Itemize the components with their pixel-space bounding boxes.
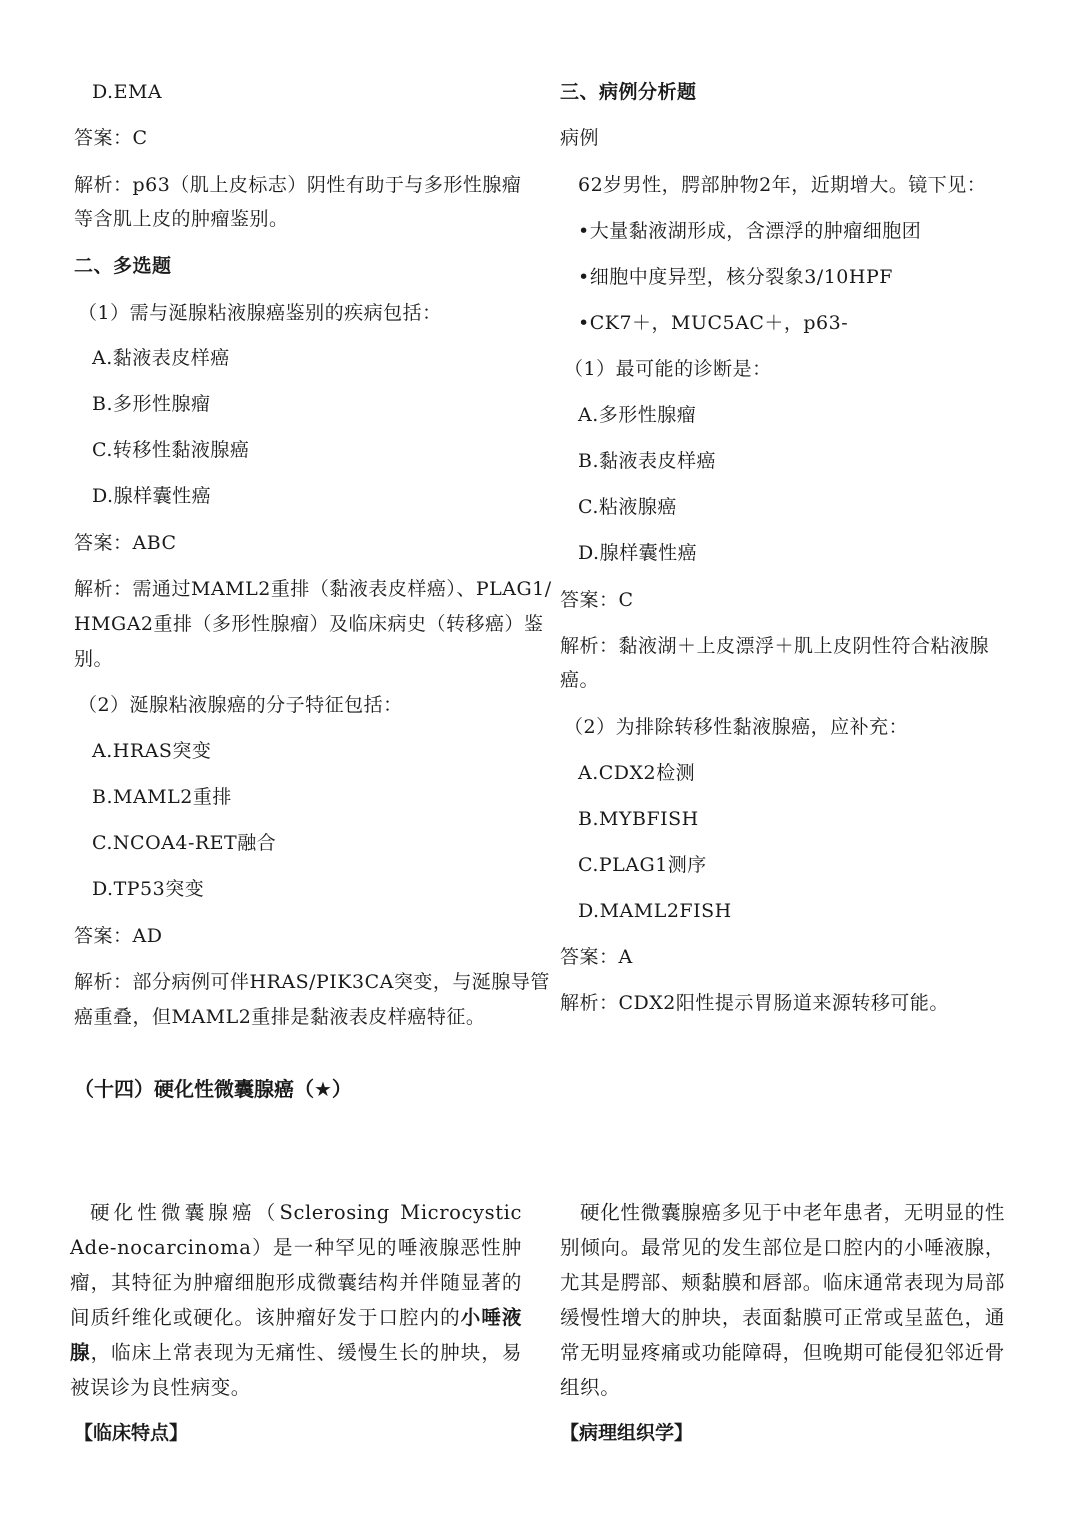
m1-explanation-line1: 解析：需通过MAML2重排（黏液表皮样癌）、PLAG1/ (74, 578, 552, 600)
c1-option-d: D.腺样囊性癌 (578, 542, 698, 564)
case-analysis-heading: 三、病例分析题 (560, 81, 697, 103)
m2-option-a: A.HRAS突变 (92, 740, 212, 762)
m1-question: （1）需与涎腺粘液腺癌鉴别的疾病包括： (78, 302, 442, 324)
c1-option-b: B.黏液表皮样癌 (578, 450, 717, 472)
intro-left-bold-term: 小唾液腺 (70, 1306, 522, 1364)
case-label: 病例 (560, 127, 600, 149)
intro-paragraph-right: 硬化性微囊腺癌多见于中老年患者，无明显的性别倾向。最常见的发生部位是口腔内的小唾液腺，尤其是腭部、颊黏膜和唇部。临床通常表现为局部缓慢性增大的肿块，表面黏膜可正常或呈蓝色，通常无明显疼痛或功能障碍，但晚期可能侵犯邻近骨组织。 (560, 1201, 1005, 1399)
c1-option-c: C.粘液腺癌 (578, 496, 677, 518)
c2-option-c: C.PLAG1测序 (578, 854, 707, 876)
c1-answer: 答案：C (560, 589, 634, 611)
c1-explanation-line1: 解析：黏液湖＋上皮漂浮＋肌上皮阴性符合粘液腺 (560, 635, 990, 657)
c2-option-a: A.CDX2检测 (578, 762, 696, 784)
section-title: （十四）硬化性微囊腺癌（★） (74, 1077, 352, 1101)
intro-left-text-post: ，临床上常表现为无痛性、缓慢生长的肿块，易被误诊为良性病变。 (70, 1341, 522, 1399)
q1-explanation-line2: 等含肌上皮的肿瘤鉴别。 (74, 208, 289, 230)
subhead-histopathology: 【病理组织学】 (560, 1422, 694, 1444)
intro-paragraph-left (70, 1195, 522, 1405)
m2-option-d: D.TP53突变 (92, 878, 205, 900)
m2-explanation-line2: 癌重叠，但MAML2重排是黏液表皮样癌特征。 (74, 1006, 486, 1028)
c2-question: （2）为排除转移性黏液腺癌，应补充： (564, 716, 909, 738)
m1-explanation-line3: 别。 (74, 648, 114, 670)
m2-question: （2）涎腺粘液腺癌的分子特征包括： (78, 694, 403, 716)
m2-option-c: C.NCOA4-RET融合 (92, 832, 277, 854)
q1-option-d: D.EMA (92, 81, 163, 103)
case-bullet-1: •大量黏液湖形成，含漂浮的肿瘤细胞团 (578, 220, 922, 242)
c2-option-d: D.MAML2FISH (578, 900, 732, 922)
m1-option-b: B.多形性腺瘤 (92, 393, 211, 415)
m1-option-a: A.黏液表皮样癌 (92, 347, 230, 369)
subhead-clinical-features: 【临床特点】 (74, 1422, 189, 1444)
m1-option-d: D.腺样囊性癌 (92, 485, 212, 507)
q1-answer: 答案：C (74, 127, 148, 149)
c2-explanation: 解析：CDX2阳性提示胃肠道来源转移可能。 (560, 992, 949, 1014)
c1-question: （1）最可能的诊断是： (564, 358, 772, 380)
c2-answer: 答案：A (560, 946, 633, 968)
m1-explanation-line2: HMGA2重排（多形性腺瘤）及临床病史（转移癌）鉴 (74, 613, 544, 635)
case-bullet-2: •细胞中度异型，核分裂象3/10HPF (578, 266, 893, 288)
q1-explanation-line1: 解析：p63（肌上皮标志）阴性有助于与多形性腺瘤 (74, 174, 522, 196)
m1-answer: 答案：ABC (74, 532, 177, 554)
c1-option-a: A.多形性腺瘤 (578, 404, 697, 426)
m2-answer: 答案：AD (74, 925, 163, 947)
m2-explanation-line1: 解析：部分病例可伴HRAS/PIK3CA突变，与涎腺导管 (74, 971, 550, 993)
c2-option-b: B.MYBFISH (578, 808, 699, 830)
m2-option-b: B.MAML2重排 (92, 786, 232, 808)
intro-left-text-pre: 硬化性微囊腺癌（Sclerosing Microcystic Ade-nocarcinoma）是一种罕见的唾液腺恶性肿瘤，其特征为肿瘤细胞形成微囊结构并伴随显著的间质纤维化或硬化。该肿瘤好发于口腔内的 (70, 1201, 522, 1329)
case-bullet-3: •CK7＋，MUC5AC＋，p63- (578, 312, 849, 334)
c1-explanation-line2: 癌。 (560, 669, 600, 691)
multi-choice-heading: 二、多选题 (74, 255, 172, 277)
case-description: 62岁男性，腭部肿物2年，近期增大。镜下见： (578, 174, 987, 196)
m1-option-c: C.转移性黏液腺癌 (92, 439, 250, 461)
